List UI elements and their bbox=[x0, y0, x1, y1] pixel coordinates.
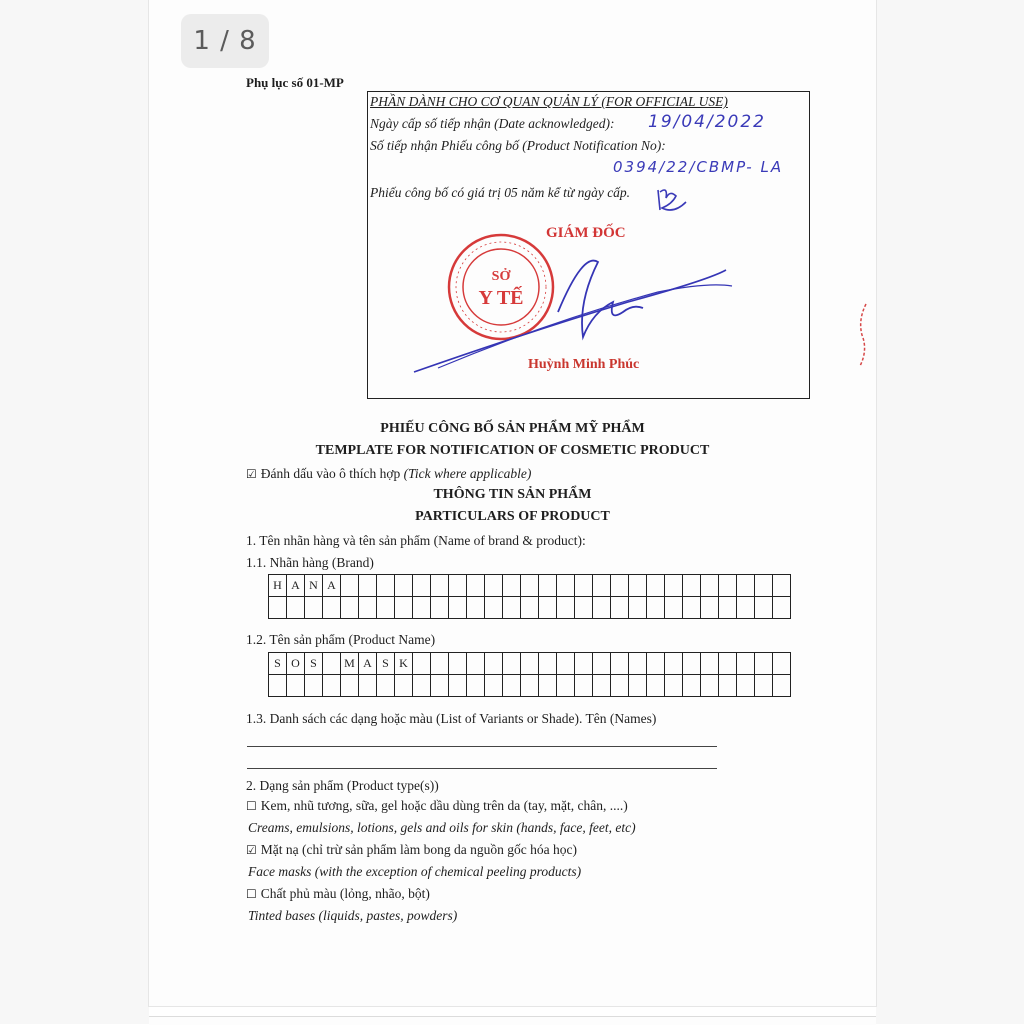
brand-char-cell bbox=[665, 575, 683, 597]
date-acknowledged-handwritten: 19/04/2022 bbox=[648, 112, 766, 132]
product-char-cell: K bbox=[395, 653, 413, 675]
brand-char-cell bbox=[701, 575, 719, 597]
brand-char-cell bbox=[539, 597, 557, 619]
product-char-cell bbox=[449, 675, 467, 697]
product-char-cell: M bbox=[341, 653, 359, 675]
brand-char-cell bbox=[701, 597, 719, 619]
product-char-cell: S bbox=[269, 653, 287, 675]
product-char-cell bbox=[719, 653, 737, 675]
product-type-1-label: Kem, nhũ tương, sữa, gel hoặc dầu dùng trên da (tay, mặt, chân, ....) bbox=[260, 798, 628, 813]
product-char-cell bbox=[377, 675, 395, 697]
brand-char-cell: A bbox=[287, 575, 305, 597]
brand-char-cell bbox=[485, 575, 503, 597]
brand-char-cell bbox=[629, 597, 647, 619]
brand-char-cell bbox=[287, 597, 305, 619]
tick-instruction bbox=[246, 466, 531, 482]
product-char-cell bbox=[575, 675, 593, 697]
question-1-3-variants: 1.3. Danh sách các dạng hoặc màu (List of Variants or Shade). Tên (Names) bbox=[246, 711, 657, 726]
page-edge-stamp-fragment bbox=[856, 300, 870, 370]
official-use-header: PHẦN DÀNH CHO CƠ QUAN QUẢN LÝ (FOR OFFICIAL USE) bbox=[370, 94, 728, 109]
notification-number-handwritten: 0394/22/CBMP- LA bbox=[613, 158, 784, 176]
product-char-cell bbox=[503, 675, 521, 697]
product-char-cell bbox=[773, 653, 791, 675]
brand-char-cell bbox=[467, 597, 485, 619]
checked-box-icon: ☑ bbox=[246, 843, 257, 857]
brand-char-cell bbox=[683, 575, 701, 597]
product-char-cell bbox=[611, 675, 629, 697]
brand-char-cell bbox=[557, 575, 575, 597]
seal-center-text-2: Y TẾ bbox=[478, 287, 524, 309]
product-char-cell: S bbox=[377, 653, 395, 675]
product-char-cell bbox=[737, 653, 755, 675]
brand-char-cell bbox=[503, 575, 521, 597]
product-char-cell bbox=[773, 675, 791, 697]
brand-char-cell bbox=[647, 597, 665, 619]
brand-char-cell bbox=[341, 597, 359, 619]
brand-char-cell bbox=[395, 597, 413, 619]
brand-char-cell bbox=[413, 597, 431, 619]
product-char-cell bbox=[665, 653, 683, 675]
product-type-2-label: Mặt nạ (chỉ trừ sản phẩm làm bong da nguồn gốc hóa học) bbox=[260, 842, 578, 857]
question-1-2-product-name: 1.2. Tên sản phẩm (Product Name) bbox=[246, 632, 436, 647]
product-char-cell bbox=[629, 653, 647, 675]
brand-char-cell bbox=[737, 575, 755, 597]
brand-char-cell bbox=[719, 597, 737, 619]
brand-char-cell bbox=[521, 597, 539, 619]
brand-char-cell bbox=[755, 597, 773, 619]
product-char-cell bbox=[485, 675, 503, 697]
initials-mark bbox=[652, 184, 692, 218]
brand-char-cell bbox=[413, 575, 431, 597]
brand-char-cell bbox=[323, 597, 341, 619]
product-char-cell bbox=[395, 675, 413, 697]
checked-box-icon: ☑ bbox=[246, 467, 257, 481]
brand-char-cell bbox=[305, 597, 323, 619]
product-char-cell bbox=[269, 675, 287, 697]
unchecked-box-icon: ☐ bbox=[246, 887, 257, 901]
product-char-cell bbox=[719, 675, 737, 697]
product-char-cell bbox=[557, 653, 575, 675]
variants-answer-line-2 bbox=[247, 768, 717, 769]
product-char-cell bbox=[683, 675, 701, 697]
product-char-cell bbox=[683, 653, 701, 675]
product-char-cell bbox=[521, 653, 539, 675]
product-char-cell bbox=[647, 653, 665, 675]
validity-note: Phiếu công bố có giá trị 05 năm kể từ ngày cấp. bbox=[370, 185, 631, 200]
product-char-cell: O bbox=[287, 653, 305, 675]
product-char-cell bbox=[503, 653, 521, 675]
product-char-cell bbox=[701, 675, 719, 697]
product-char-cell bbox=[467, 653, 485, 675]
product-char-cell bbox=[323, 653, 341, 675]
appendix-label: Phụ lục số 01-MP bbox=[246, 75, 344, 90]
section-title-vietnamese: THÔNG TIN SẢN PHẨM bbox=[433, 487, 592, 502]
brand-char-cell bbox=[773, 597, 791, 619]
official-use-box bbox=[367, 91, 810, 399]
variants-answer-line-1 bbox=[247, 746, 717, 747]
brand-char-cell bbox=[377, 597, 395, 619]
product-char-cell bbox=[701, 653, 719, 675]
brand-char-cell bbox=[449, 597, 467, 619]
tick-instruction-english: (Tick where applicable) bbox=[403, 466, 532, 481]
product-char-cell bbox=[539, 675, 557, 697]
product-char-cell bbox=[593, 675, 611, 697]
product-char-cell bbox=[521, 675, 539, 697]
brand-char-cell bbox=[575, 575, 593, 597]
brand-char-cell bbox=[773, 575, 791, 597]
brand-char-cell bbox=[719, 575, 737, 597]
brand-char-cell bbox=[341, 575, 359, 597]
product-char-cell bbox=[557, 675, 575, 697]
product-type-3-label: Chất phủ màu (lỏng, nhão, bột) bbox=[260, 886, 430, 901]
unchecked-box-icon: ☐ bbox=[246, 799, 257, 813]
brand-char-cell bbox=[557, 597, 575, 619]
brand-char-cell: N bbox=[305, 575, 323, 597]
question-2-product-type: 2. Dạng sản phẩm (Product type(s)) bbox=[246, 778, 439, 793]
product-type-3-english: Tinted bases (liquids, pastes, powders) bbox=[248, 908, 458, 923]
product-char-cell bbox=[305, 675, 323, 697]
brand-char-cell bbox=[377, 575, 395, 597]
tick-instruction-label: Đánh dấu vào ô thích hợp bbox=[260, 466, 401, 481]
brand-char-cell bbox=[593, 575, 611, 597]
brand-char-cell: H bbox=[269, 575, 287, 597]
brand-char-cell bbox=[611, 597, 629, 619]
brand-char-cell bbox=[269, 597, 287, 619]
product-type-1-english: Creams, emulsions, lotions, gels and oils for skin (hands, face, feet, etc) bbox=[248, 820, 636, 835]
brand-char-cell bbox=[485, 597, 503, 619]
notification-number-label: Số tiếp nhận Phiếu công bố (Product Notification No): bbox=[370, 138, 666, 153]
product-char-cell: A bbox=[359, 653, 377, 675]
product-char-cell bbox=[593, 653, 611, 675]
brand-char-cell bbox=[683, 597, 701, 619]
question-1-1-brand: 1.1. Nhãn hàng (Brand) bbox=[246, 555, 374, 570]
signer-name: Huỳnh Minh Phúc bbox=[528, 357, 640, 372]
product-char-cell bbox=[323, 675, 341, 697]
brand-char-cell bbox=[539, 575, 557, 597]
product-char-cell bbox=[575, 653, 593, 675]
brand-char-cell bbox=[575, 597, 593, 619]
brand-char-cell bbox=[395, 575, 413, 597]
product-char-cell bbox=[629, 675, 647, 697]
brand-char-cell bbox=[593, 597, 611, 619]
brand-char-cell bbox=[665, 597, 683, 619]
product-type-3 bbox=[246, 886, 430, 902]
brand-char-cell bbox=[521, 575, 539, 597]
product-char-cell bbox=[647, 675, 665, 697]
product-char-cell bbox=[449, 653, 467, 675]
product-char-cell bbox=[413, 675, 431, 697]
question-1: 1. Tên nhãn hàng và tên sản phẩm (Name of brand & product): bbox=[246, 533, 586, 548]
brand-char-cell bbox=[467, 575, 485, 597]
director-title: GIÁM ĐỐC bbox=[546, 225, 626, 241]
product-char-cell bbox=[611, 653, 629, 675]
brand-char-cell bbox=[431, 575, 449, 597]
page-counter: 1 / 8 bbox=[181, 14, 269, 68]
title-english: TEMPLATE FOR NOTIFICATION OF COSMETIC PRODUCT bbox=[315, 443, 710, 458]
product-char-cell bbox=[755, 653, 773, 675]
viewer-background-left bbox=[0, 0, 149, 1024]
seal-center-text: SỞ bbox=[491, 269, 511, 284]
section-title-english: PARTICULARS OF PRODUCT bbox=[415, 509, 610, 524]
brand-char-cell bbox=[629, 575, 647, 597]
date-acknowledged-label: Ngày cấp số tiếp nhận (Date acknowledged): bbox=[370, 116, 615, 131]
brand-char-cell bbox=[755, 575, 773, 597]
brand-char-cell bbox=[359, 597, 377, 619]
product-char-cell bbox=[467, 675, 485, 697]
brand-char-cell: A bbox=[323, 575, 341, 597]
product-name-character-grid bbox=[268, 652, 791, 697]
brand-char-cell bbox=[359, 575, 377, 597]
title-vietnamese: PHIẾU CÔNG BỐ SẢN PHẨM MỸ PHẨM bbox=[380, 421, 645, 436]
product-char-cell bbox=[755, 675, 773, 697]
product-char-cell bbox=[665, 675, 683, 697]
product-char-cell bbox=[431, 675, 449, 697]
product-char-cell bbox=[539, 653, 557, 675]
viewer-background-right bbox=[876, 0, 1024, 1024]
product-char-cell bbox=[485, 653, 503, 675]
brand-char-cell bbox=[503, 597, 521, 619]
product-char-cell bbox=[341, 675, 359, 697]
brand-char-cell bbox=[431, 597, 449, 619]
product-type-2-english: Face masks (with the exception of chemical peeling products) bbox=[248, 864, 582, 879]
brand-character-grid bbox=[268, 574, 791, 619]
product-char-cell bbox=[431, 653, 449, 675]
brand-char-cell bbox=[737, 597, 755, 619]
brand-char-cell bbox=[611, 575, 629, 597]
brand-char-cell bbox=[449, 575, 467, 597]
product-char-cell bbox=[287, 675, 305, 697]
product-char-cell bbox=[737, 675, 755, 697]
product-type-2 bbox=[246, 842, 577, 858]
product-char-cell bbox=[413, 653, 431, 675]
brand-char-cell bbox=[647, 575, 665, 597]
product-type-1 bbox=[246, 798, 628, 814]
product-char-cell: S bbox=[305, 653, 323, 675]
product-char-cell bbox=[359, 675, 377, 697]
